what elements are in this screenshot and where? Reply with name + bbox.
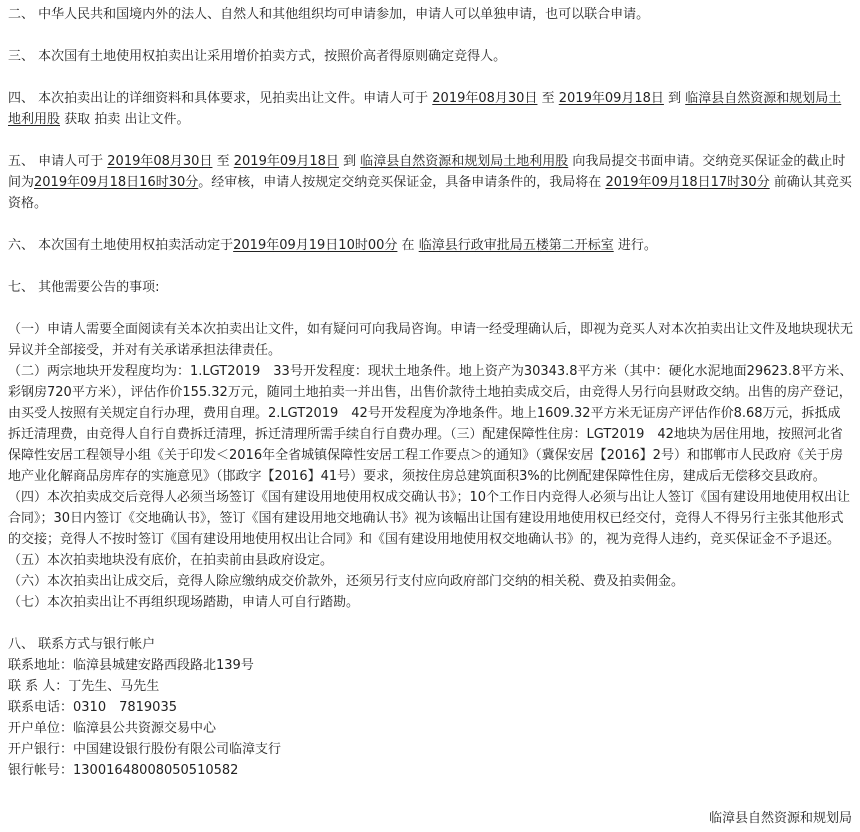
section-3: 三、 本次国有土地使用权拍卖出让采用增价拍卖方式，按照价高者得原则确定竞得人。 xyxy=(8,49,507,64)
end-date: 2019年09月18日 xyxy=(558,91,664,106)
document-pickup-location: 临漳县自然资源和规划局土地利用股 xyxy=(8,91,842,127)
item-4: （四）本次拍卖成交后竞得人必须当场签订《国有建设用地使用权成交确认书》；10个工作日内竞得人必须与出让人签订《国有建设用地使用权出让合同》；30日内签订《交地确认书》，签订《国有建设用地交地确认书》视为该幅出让国有建设用地使用权已经交付，竞得人不得另行主张其他形式的交接；竞得人不按时签订《国有建设用地使用权出让合同》和《国有建设用地使用权交地确认书》的，视为竞得人违约，竞买保证金不予退还。 xyxy=(8,490,851,547)
start-date: 2019年08月30日 xyxy=(432,91,538,106)
auction-location: 临漳县行政审批局五楼第二开标室 xyxy=(418,238,614,253)
section-8-title: 八、 联系方式与银行帐户 xyxy=(8,637,156,652)
issuer-signature: 临漳县自然资源和规划局 xyxy=(708,811,852,826)
section-6: 六、 本次国有土地使用权拍卖活动定于2019年09月19日10时00分 在 临漳县行政审批局五楼第二开标室 进行。 xyxy=(8,238,657,253)
section-5: 五、 申请人可于 2019年08月30日 至 2019年09月18日 到 临漳县自然资源和规划局土地利用股 向我局提交书面申请。交纳竞买保证金的截止时间为2019年09月18日16时30分。经审核，申请人按规定交纳竞买保证金，具备申请条件的，我局将在 2019年09月18日17时30分 前确认其竞买资格。 xyxy=(8,154,852,211)
section-7-title: 七、 其他需要公告的事项: xyxy=(8,280,160,295)
section-2: 二、 中华人民共和国境内外的法人、自然人和其他组织均可申请参加，申请人可以单独申请，也可以联合申请。 xyxy=(8,7,650,22)
auction-time: 2019年09月19日10时00分 xyxy=(233,238,398,253)
bank-account: 银行帐号：13001648008050510582 xyxy=(8,763,239,778)
item-6: （六）本次拍卖出让成交后，竞得人除应缴纳成交价款外，还须另行支付应向政府部门交纳的相关税、费及拍卖佣金。 xyxy=(8,574,685,589)
application-start-date: 2019年08月30日 xyxy=(107,154,213,169)
account-holder: 开户单位：临漳县公共资源交易中心 xyxy=(8,721,217,736)
section-4: 四、 本次拍卖出让的详细资料和具体要求，见拍卖出让文件。申请人可于 2019年08月30日 至 2019年09月18日 到 临漳县自然资源和规划局土地利用股 获取 拍卖 出让文件。 xyxy=(8,91,842,127)
contact-phone: 联系电话：0310 7819035 xyxy=(8,700,177,715)
announcement-body xyxy=(8,4,853,781)
deposit-deadline: 2019年09月18日16时30分 xyxy=(34,175,199,190)
item-5: （五）本次拍卖地块没有底价，在拍卖前由县政府设定。 xyxy=(8,553,334,568)
item-1: （一）申请人需要全面阅读有关本次拍卖出让文件，如有疑问可向我局咨询。申请一经受理确认后，即视为竞买人对本次拍卖出让文件及地块现状无异议并全部接受，并对有关承诺承担法律责任。 xyxy=(8,322,854,358)
application-end-date: 2019年09月18日 xyxy=(233,154,339,169)
contact-address: 联系地址：临漳县城建安路西段路北139号 xyxy=(8,658,254,673)
contact-person: 联 系 人：丁先生、马先生 xyxy=(8,679,160,694)
item-7: （七）本次拍卖出让不再组织现场踏勘，申请人可自行踏勘。 xyxy=(8,595,360,610)
item-2-3: （二）两宗地块开发程度均为：1.LGT2019 33号开发程度：现状土地条件。地上资产为30343.8平方米（其中：硬化水泥地面29623.8平方米、彩钢房720平方米），评估作价155.32万元，随同土地拍卖一并出售，出售价款待土地拍卖成交后，由竞得人另行向县财政交纳。出售的房产登记，由买受人按照有关规定自行办理，费用自理。2.LGT2019 42号开发程度为净地条件。地上1609.32平方米无证房产评估作价8.68万元，拆抵成拆迁清理费，由竞得人自行自费拆迁清理，拆迁清理所需手续自行自费办理。（三）配建保障性住房：LGT2019 42地块为居住用地，按照河北省保障性安居工程领导小组《关于印发＜2016年全省城镇保障性安居工程工作要点＞的通知》（冀保安居【2016】2号）和邯郸市人民政府《关于房地产业化解商品房库存的实施意见》（邯政字【2016】41号）要求，须按住房总建筑面积3%的比例配建保障性住房，建成后无偿移交县政府。 xyxy=(8,364,853,484)
application-location: 临漳县自然资源和规划局土地利用股 xyxy=(360,154,569,169)
bank-name: 开户银行：中国建设银行股份有限公司临漳支行 xyxy=(8,742,282,757)
qualification-time: 2019年09月18日17时30分 xyxy=(605,175,770,190)
